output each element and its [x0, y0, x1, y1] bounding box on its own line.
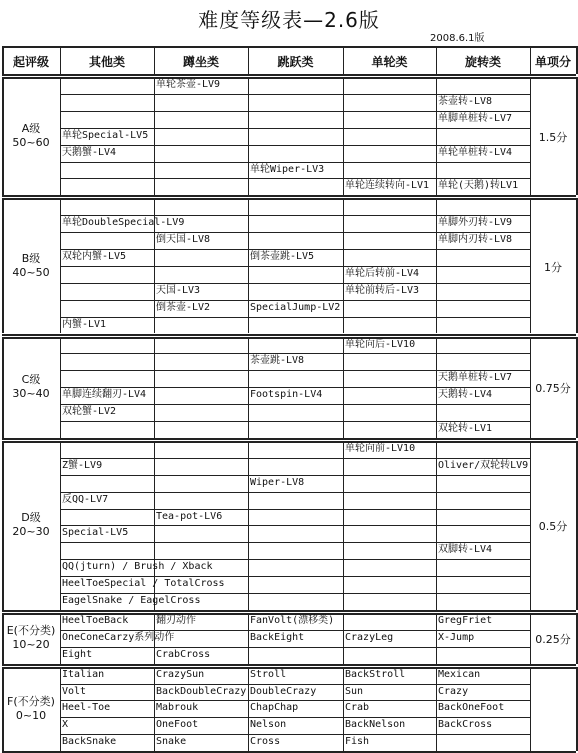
rule-line	[2, 438, 576, 440]
table-cell: X-Jump	[438, 631, 475, 643]
table-cell: 茶壶跳-LV8	[250, 355, 305, 367]
difficulty-table	[0, 46, 578, 748]
table-cell: Italian	[62, 668, 105, 680]
column-header: 起评级	[12, 55, 49, 69]
level-range: 0~10	[15, 708, 47, 722]
column-header: 蹲坐类	[182, 55, 219, 69]
table-cell: Stroll	[250, 668, 287, 680]
level-range: 20~30	[12, 525, 50, 539]
rule-line	[2, 74, 576, 76]
rule-line	[60, 317, 530, 318]
table-cell: 单脚单桩转-LV7	[438, 112, 513, 124]
table-cell: CrazySun	[156, 668, 205, 680]
table-cell: BackStroll	[345, 668, 406, 680]
table-cell: OneFoot	[156, 719, 199, 731]
table-cell: Oliver/双轮转LV9	[438, 459, 529, 471]
table-cell: BackDoubleCrazy	[156, 685, 247, 697]
rule-line	[60, 283, 530, 284]
column-header: 其他类	[88, 55, 125, 69]
level-range: 50~60	[12, 136, 50, 150]
table-cell: 单轮DoubleSpecial-LV9	[62, 217, 185, 229]
rule-line	[60, 266, 530, 267]
column-header: 单轮类	[371, 55, 408, 69]
table-cell: GregFriet	[438, 614, 493, 626]
table-cell: 单轮Special-LV5	[62, 129, 149, 141]
table-cell: FanVolt(漂移类)	[250, 614, 335, 626]
table-cell: 单轮连续转向-LV1	[345, 180, 430, 192]
level-label	[2, 373, 60, 401]
table-cell: Eight	[62, 648, 93, 660]
level-name: E(不分类)	[6, 624, 56, 638]
table-cell: 单轮(天鹅)转LV1	[438, 180, 519, 192]
table-cell: 倒茶壶跳-LV5	[250, 251, 315, 262]
table-cell: BackSnake	[62, 736, 117, 748]
level-name: D级	[21, 511, 41, 525]
table-cell: 翻刃动作	[156, 614, 196, 626]
level-name: F(不分类)	[7, 694, 55, 708]
level-label	[2, 624, 60, 652]
table-cell: 单轮Wiper-LV3	[250, 163, 325, 175]
table-cell: 双轮蟹-LV2	[62, 406, 117, 418]
table-cell: 内蟹-LV1	[62, 318, 107, 330]
column-header: 单项分	[534, 55, 571, 69]
level-range: 40~50	[12, 265, 50, 279]
level-label	[2, 695, 60, 723]
rule-line	[60, 647, 530, 648]
item-score: 0.5分	[538, 520, 568, 534]
rule-line	[2, 441, 576, 443]
item-score: 1.5分	[538, 131, 568, 145]
table-cell: 茶壶转-LV8	[438, 95, 493, 107]
table-cell: 单脚外刃转-LV9	[438, 217, 513, 229]
table-cell: HeelToeBack	[62, 614, 129, 626]
table-cell: Fish	[345, 736, 370, 748]
rule-line	[2, 610, 576, 612]
table-cell: Crazy	[438, 685, 469, 697]
table-cell: 双轮转-LV1	[438, 423, 493, 434]
table-cell: 反QQ-LV7	[62, 493, 109, 505]
table-cell: Nelson	[250, 719, 287, 731]
table-cell: DoubleCrazy	[250, 685, 317, 697]
rule-line	[60, 509, 530, 510]
table-cell: Snake	[156, 736, 187, 748]
table-cell: X	[62, 719, 69, 731]
table-cell: 单脚内刃转-LV8	[438, 234, 513, 246]
column-header: 跳跃类	[277, 55, 314, 69]
level-range: 30~40	[12, 387, 50, 401]
table-cell: EagelSnake / EagelCross	[62, 595, 201, 606]
rule-line	[60, 734, 530, 735]
rule-line	[2, 46, 576, 48]
level-label	[2, 252, 60, 280]
table-cell: Mexican	[438, 668, 481, 680]
table-cell: Volt	[62, 685, 87, 697]
table-cell: 天鹅单桩转-LV7	[438, 372, 513, 384]
rule-line	[2, 77, 576, 79]
rule-line	[2, 334, 576, 336]
table-cell: 单轮后转前-LV4	[345, 267, 420, 279]
table-cell: 单轮单桩转-LV4	[438, 146, 513, 158]
table-cell: CrabCross	[156, 648, 211, 660]
table-title: 难度等级表—2.6版	[198, 8, 380, 32]
table-cell: Sun	[345, 685, 364, 697]
table-cell: Tea-pot-LV6	[156, 510, 223, 522]
version-date: 2008.6.1版	[430, 33, 485, 44]
table-cell: Heel-Toe	[62, 702, 111, 714]
level-label	[2, 511, 60, 539]
table-cell: HeelToeSpecial / TotalCross	[62, 578, 225, 590]
rule-line	[530, 667, 531, 752]
table-cell: ChapChap	[250, 702, 299, 714]
item-score: 0.25分	[535, 633, 571, 647]
table-cell: SpecialJump-LV2	[250, 301, 341, 313]
level-name: A级	[21, 122, 41, 136]
table-cell: BackCross	[438, 719, 493, 731]
table-cell: 双轮内蟹-LV5	[62, 251, 127, 262]
rule-line	[2, 664, 576, 666]
table-cell: BackEight	[250, 631, 305, 643]
table-cell: 单脚连续翻刃-LV4	[62, 389, 147, 401]
table-cell: BackOneFoot	[438, 702, 505, 714]
rule-line	[60, 525, 530, 526]
table-cell: 天鹅转-LV4	[438, 389, 493, 401]
table-cell: 天鹅蟹-LV4	[62, 146, 117, 158]
rule-line	[60, 404, 530, 405]
rule-line	[60, 492, 530, 493]
table-cell: 单轮向前-LV10	[345, 442, 416, 454]
table-cell: Cross	[250, 736, 281, 748]
table-cell: Z蟹-LV9	[62, 459, 103, 471]
table-cell: 倒茶壶-LV2	[156, 301, 211, 313]
table-cell: 双脚转-LV4	[438, 544, 493, 556]
table-cell: Special-LV5	[62, 527, 129, 539]
table-cell: 单轮茶壶-LV9	[156, 79, 221, 90]
level-name: C级	[21, 373, 41, 387]
table-cell: 单轮前转后-LV3	[345, 284, 420, 296]
table-cell: CrazyLeg	[345, 631, 394, 643]
table-cell: 单轮向后-LV10	[345, 338, 416, 350]
table-cell: 倒天国-LV8	[156, 234, 211, 246]
column-header: 旋转类	[464, 55, 501, 69]
table-cell: Mabrouk	[156, 702, 199, 714]
table-cell: BackNelson	[345, 719, 406, 731]
level-name: B级	[21, 251, 41, 265]
rule-line	[2, 195, 576, 197]
table-cell: Wiper-LV8	[250, 476, 305, 488]
table-cell: 天国-LV3	[156, 284, 201, 296]
table-cell: Crab	[345, 702, 370, 714]
table-cell: Footspin-LV4	[250, 389, 323, 401]
item-score: 1分	[544, 260, 562, 274]
level-label	[2, 122, 60, 150]
level-range: 10~20	[12, 638, 50, 652]
rule-line	[2, 337, 576, 339]
table-cell: OneConeCarzy系列动作	[62, 631, 175, 643]
item-score: 0.75分	[535, 382, 571, 396]
rule-line	[2, 198, 576, 200]
table-cell: QQ(jturn) / Brush / Xback	[62, 561, 213, 573]
